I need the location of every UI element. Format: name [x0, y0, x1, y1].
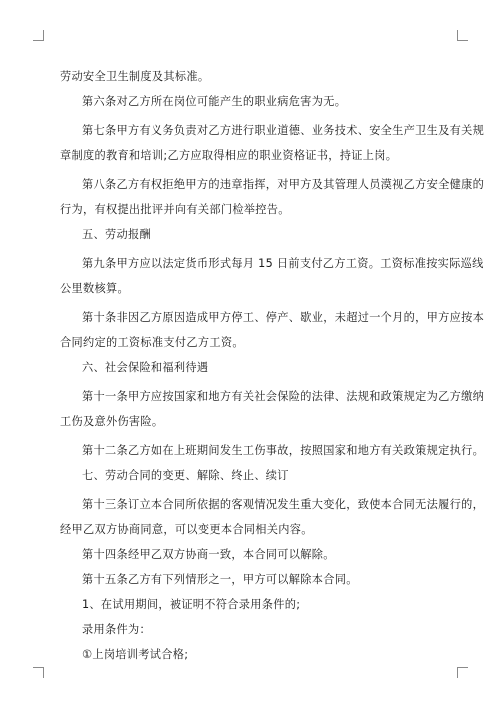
crop-mark-top-right — [457, 30, 468, 41]
text-line: 劳动安全卫生制度及其标准。 — [60, 70, 210, 83]
text-line: 第七条甲方有义务负责对乙方进行职业道德、业务技术、安全生产卫生及有关规 — [82, 124, 485, 137]
text-line: 第十条非因乙方原因造成甲方停工、停产、歇业，未超过一个月的，甲方应按本 — [82, 311, 485, 324]
text-line: 第六条对乙方所在岗位可能产生的职业病危害为无。 — [82, 95, 347, 108]
text-line: 工伤及意外伤害险。 — [60, 415, 164, 428]
text-line: 章制度的教育和培训;乙方应取得相应的职业资格证书，持证上岗。 — [60, 149, 398, 162]
text-line: 经甲乙双方协商同意，可以变更本合同相关内容。 — [60, 523, 313, 536]
crop-mark-bottom-right — [457, 667, 468, 678]
text-line: 第九条甲方应以法定货币形式每月 15 日前支付乙方工资。工资标准按实际巡线 — [82, 257, 484, 270]
crop-mark-bottom-left — [33, 667, 44, 678]
text-line: 第十一条甲方应按国家和地方有关社会保险的法律、法规和政策规定为乙方缴纳 — [82, 390, 485, 403]
section-heading: 七、劳动合同的变更、解除、终止、续订 — [82, 469, 289, 482]
list-item: ①上岗培训考试合格; — [82, 648, 189, 661]
text-line: 第十三条订立本合同所依据的客观情况发生重大变化，致使本合同无法履行的， — [82, 498, 485, 511]
document-body — [60, 64, 485, 667]
text-line: 公里数核算。 — [60, 282, 129, 295]
text-line: 行为，有权提出批评并向有关部门检举控告。 — [60, 203, 290, 216]
text-line: 第十四条经甲乙双方协商一致，本合同可以解除。 — [82, 548, 335, 561]
list-item: 1、在试用期间，被证明不符合录用条件的; — [82, 598, 301, 611]
section-heading: 六、社会保险和福利待遇 — [82, 361, 209, 374]
text-line: 第十五条乙方有下列情形之一，甲方可以解除本合同。 — [82, 573, 358, 586]
text-line: 第八条乙方有权拒绝甲方的违章指挥，对甲方及其管理人员漠视乙方安全健康的 — [82, 178, 485, 191]
text-line: 第十二条乙方如在上班期间发生工伤事故，按照国家和地方有关政策规定执行。 — [82, 444, 485, 457]
crop-mark-top-left — [33, 30, 44, 41]
section-heading: 五、劳动报酬 — [82, 228, 151, 241]
text-line: 合同约定的工资标准支付乙方工资。 — [60, 336, 244, 349]
text-line: 录用条件为： — [82, 623, 151, 636]
